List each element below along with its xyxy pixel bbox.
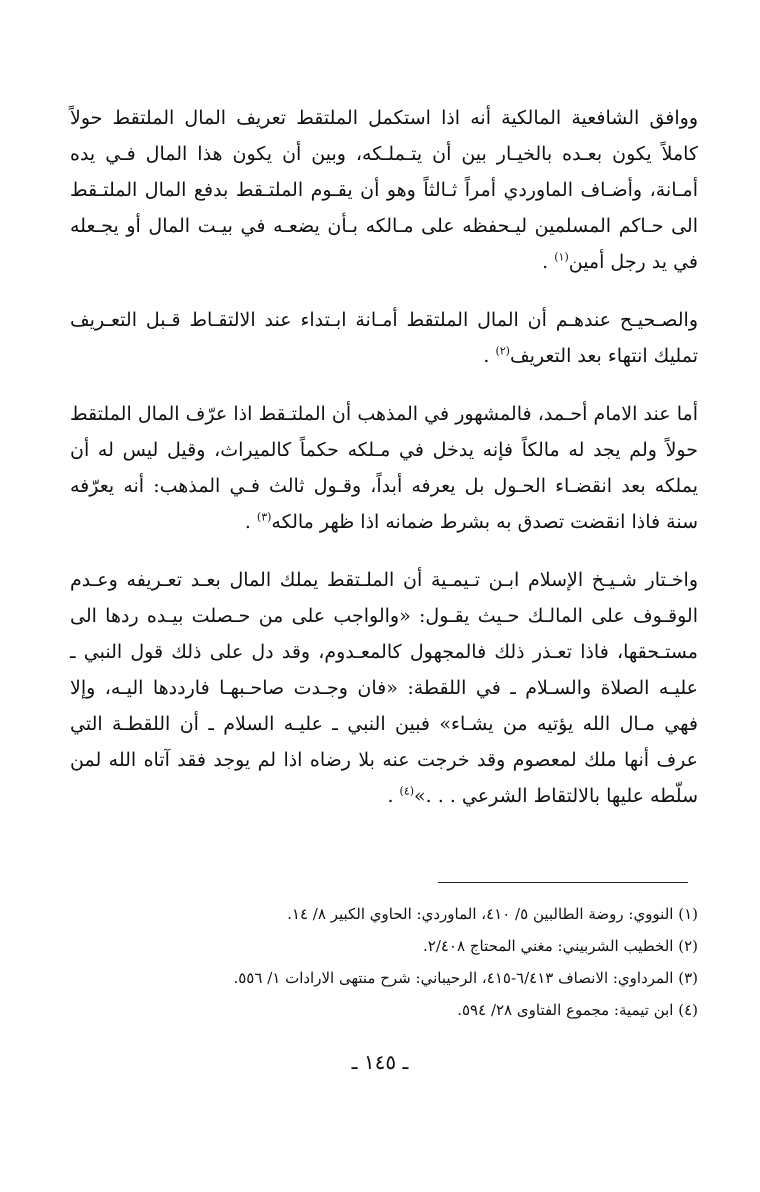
- footnote-3: (٣) المرداوي: الانصاف ٦/٤١٣-٤١٥، الرحيباني: شرح منتهى الارادات ١/ ٥٥٦.: [233, 969, 698, 987]
- paragraph-2-text: والصـحيـح عندهـم أن المال الملتقط أمـانة ابـتداء عند الالتقـاط قـبل التعـريف تمليك انتهاء بعد التعريف: [70, 309, 698, 367]
- footnote-4: (٤) ابن تيمية: مجموع الفتاوى ٢٨/ ٥٩٤.: [457, 1001, 698, 1019]
- paragraph-4-text: واخـتار شـيـخ الإسلام ابـن تـيمـية أن الملـتقط يملك المال بعـد تعـريفه وعـدم الوقـوف على المالـك حـيث يقـول: «والواجب على من حـصلت بيـده ردها الى مستـحقها، فاذا تعـذر ذلك فالمجهول كالمعـدوم، وقد دل على ذلك قول النبي ـ عليـه الصلاة والسـلام ـ في اللقطة: «فان وجـدت صاحـبهـا فارددها اليـه، وإلا فهي مـال الله يؤتيه من يشـاء» فبين النبي ـ عليـه السلام ـ أن اللقطـة التي عرف أنها ملك لمعصوم وقد خرجت عنه بلا رضاه اذا لم يوجد فقد آتاه الله لمن سلّطه عليها بالالتقاط الشرعي . . .»: [70, 569, 698, 807]
- paragraph-gap: [70, 280, 698, 302]
- footnote-ref-1: (١): [554, 250, 569, 264]
- paragraph-4: [70, 562, 698, 814]
- footnote-2: (٢) الخطيب الشربيني: مغني المحتاج ٢/٤٠٨.: [422, 937, 698, 955]
- footnotes: [70, 898, 698, 1026]
- paragraph-1-text: ووافق الشافعية المالكية أنه اذا استكمل الملتقط تعريف المال الملتقط حولاً كاملاً يكون بعـده بالخيـار بين أن يتـملـكه، وبين أن يكون هذا المال فـي يده أمـانة، وأضـاف الماوردي أمراً ثـالثاً وهو أن يقـوم الملتـقط بدفع المال الملتـقط الى حـاكم المسلمين ليـحفظه على مـالكه بـأن يضعـه في بيـت المال أو يجـعله في يد رجل أمين: [70, 107, 698, 273]
- footnote-separator: [438, 882, 688, 883]
- main-text: [70, 100, 698, 814]
- paragraph-3-text: أما عند الامام أحـمد، فالمشهور في المذهب أن الملتـقط اذا عرّف المال الملتقط حولاً ولم يجد له مالكاً فإنه يدخل في مـلكه حكماً كالميراث، وقيل ليس له أن يملكه بعد انقضـاء الحـول بل يعرفه أبداً، وقـول ثالث فـي المذهب: أنه يعرّفه سنة فاذا انقضت تصدق به بشرط ضمانه اذا ظهر مالكه: [70, 403, 698, 533]
- paragraph-4-end: .: [387, 785, 400, 807]
- paragraph-3-end: .: [244, 511, 257, 533]
- paragraph-gap: [70, 540, 698, 562]
- footnote-ref-2: (٢): [495, 344, 510, 358]
- paragraph-3: [70, 396, 698, 540]
- paragraph-1: [70, 100, 698, 280]
- footnote-1: (١) النووي: روضة الطالبين ٥/ ٤١٠، الماوردي: الحاوي الكبير ٨/ ١٤.: [287, 905, 698, 923]
- footnote-ref-4: (٤): [399, 784, 415, 798]
- page-number: ـ ١٤٥ ـ: [351, 1050, 409, 1074]
- footnote-ref-3: (٣): [256, 510, 272, 524]
- paragraph-2-end: .: [483, 345, 496, 367]
- paragraph-2: [70, 302, 698, 374]
- paragraph-gap: [70, 374, 698, 396]
- paragraph-1-end: .: [542, 251, 555, 273]
